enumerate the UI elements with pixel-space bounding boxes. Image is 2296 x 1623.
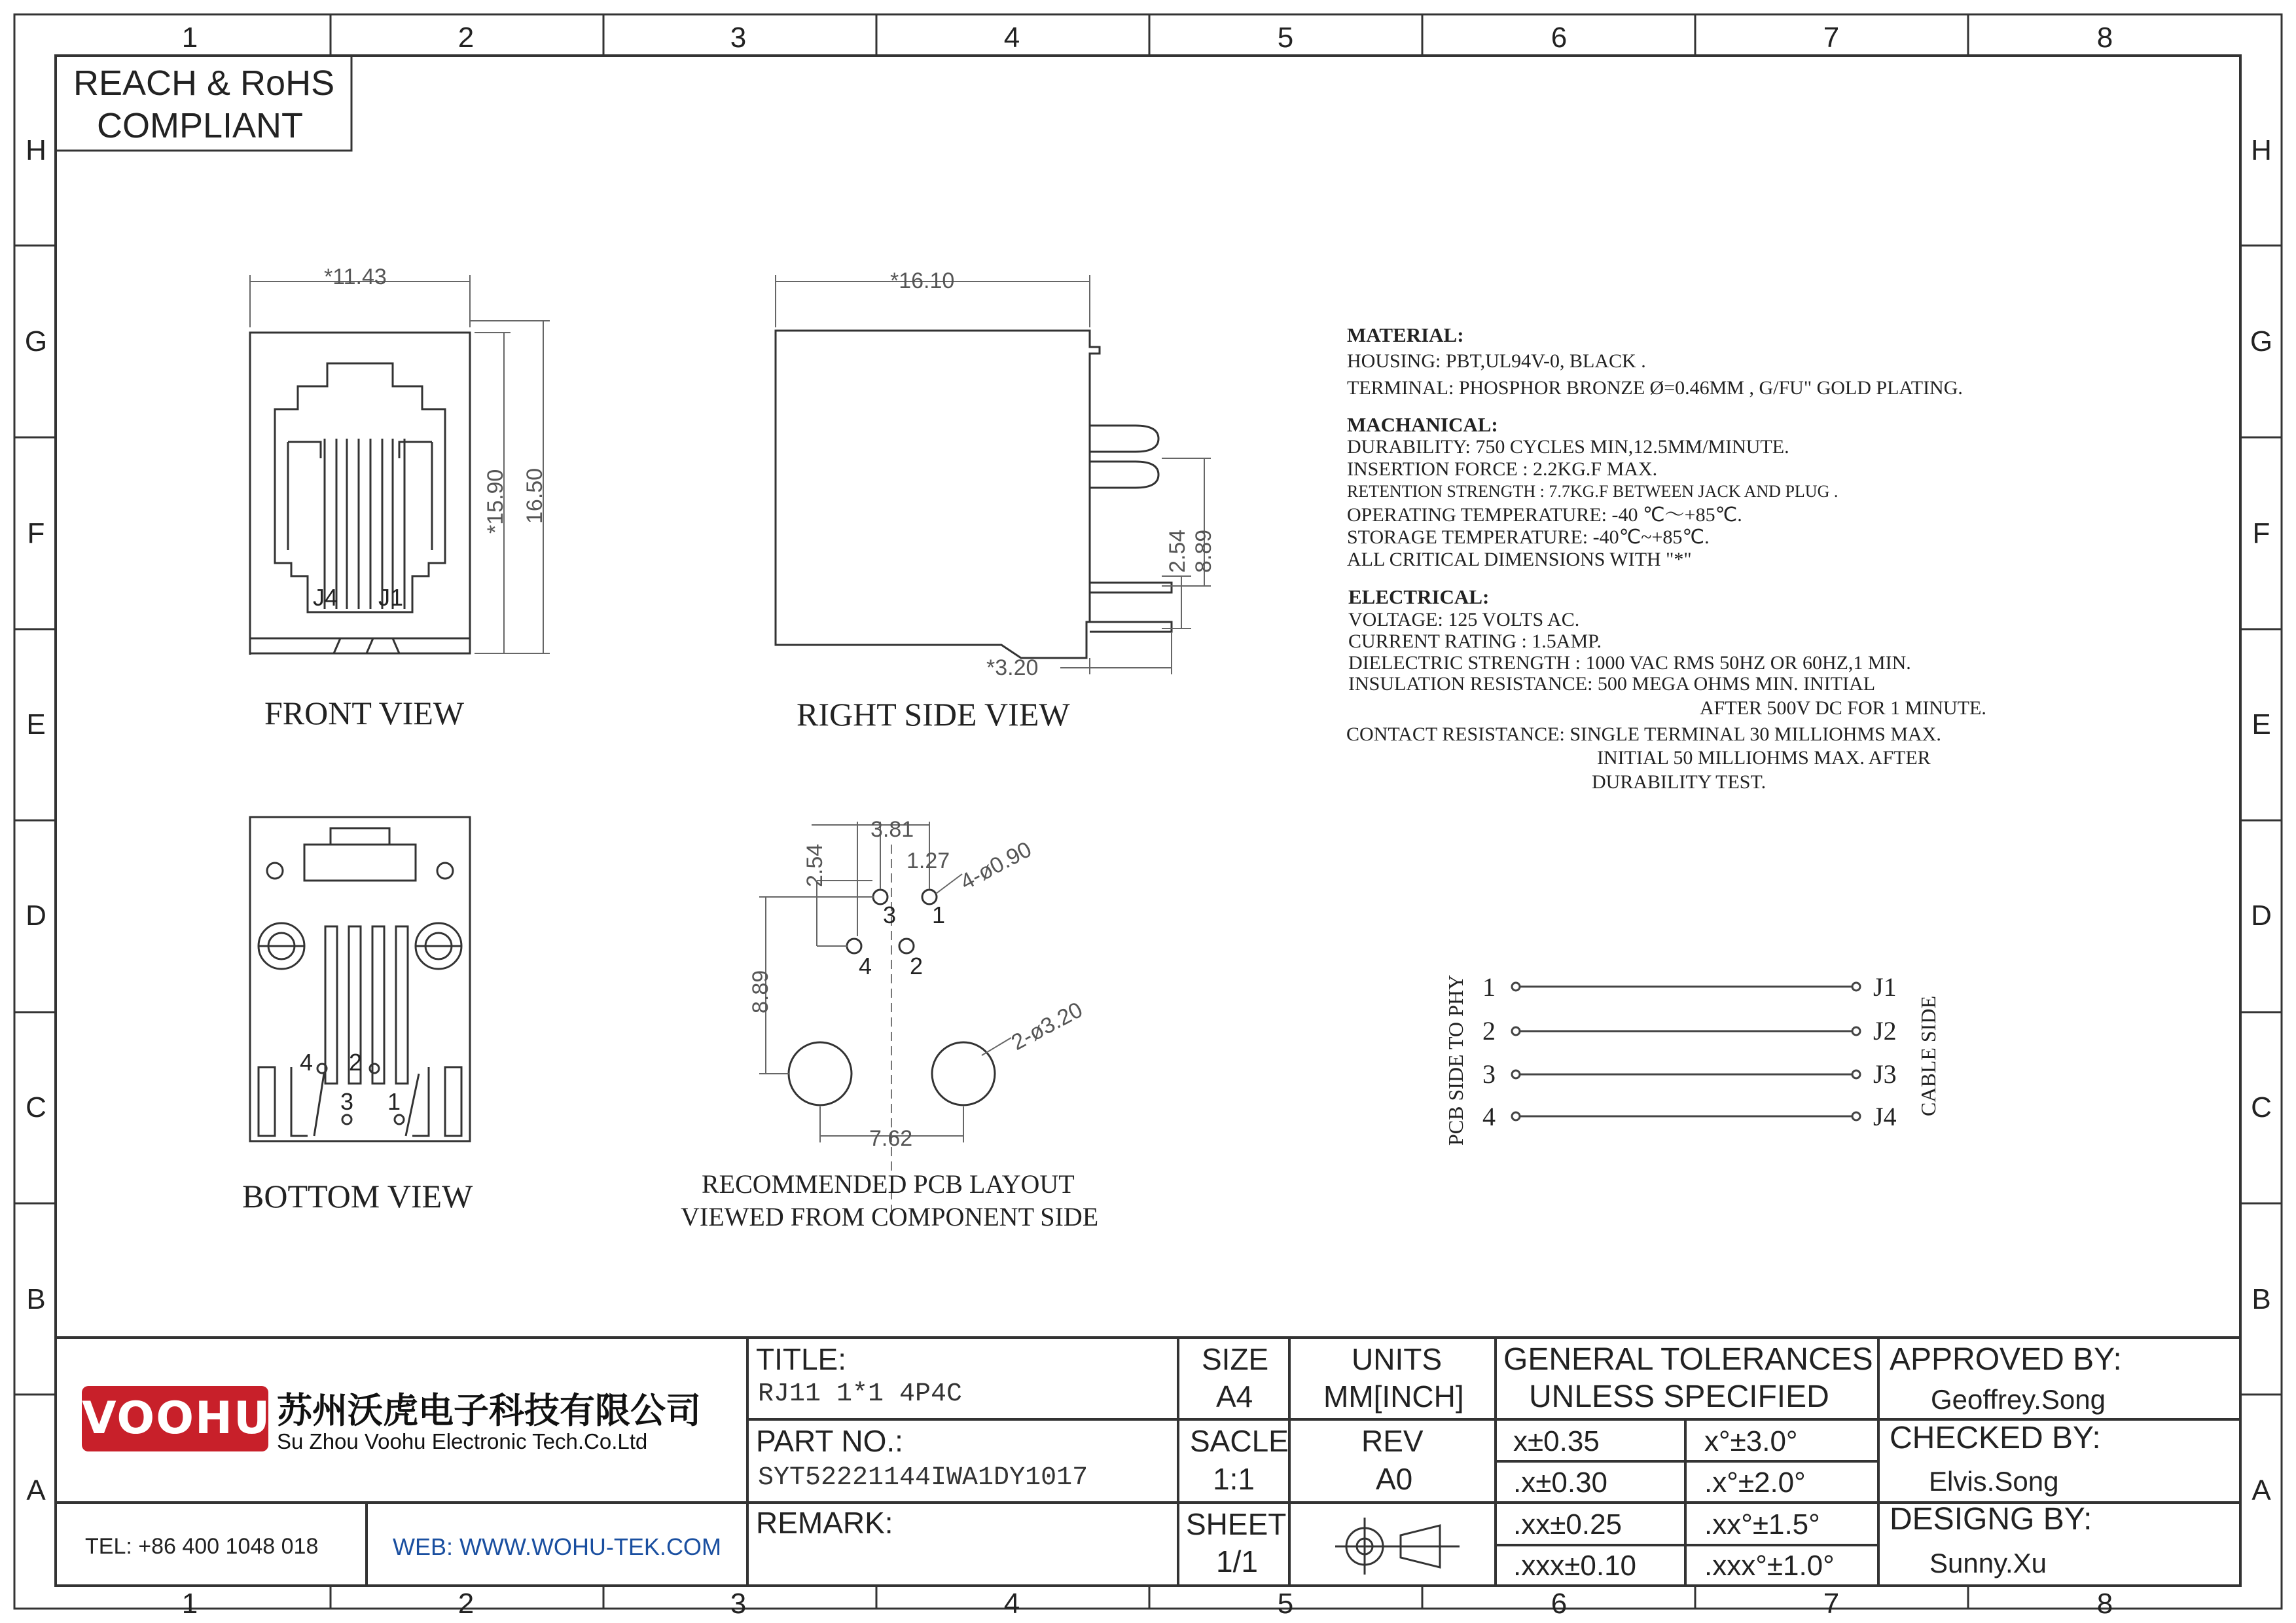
front-dim-height-inner: *15.90 xyxy=(483,469,508,534)
part-no-label: PART NO.: xyxy=(756,1424,903,1458)
zone-row-a-right: A xyxy=(2251,1474,2271,1506)
sheet-label: SHEET xyxy=(1186,1507,1287,1541)
zone-col-5: 5 xyxy=(1277,22,1294,54)
pcb-layout-title-line-2: VIEWED FROM COMPONENT SIDE xyxy=(681,1202,1099,1231)
zone-row-e-right: E xyxy=(2251,708,2271,740)
pcb-pin-3: 3 xyxy=(883,902,897,928)
company-web-link[interactable]: WEB: WWW.WOHU-TEK.COM xyxy=(393,1533,721,1560)
spec-mechanical-line: ALL CRITICAL DIMENSIONS WITH "*" xyxy=(1347,549,1692,570)
spec-mechanical-line: STORAGE TEMPERATURE: -40℃~+85℃. xyxy=(1347,526,1710,548)
approved-value: Geoffrey.Song xyxy=(1931,1384,2106,1415)
approved-label: APPROVED BY: xyxy=(1890,1342,2122,1377)
pcb-pin-2: 2 xyxy=(910,953,924,979)
projection-symbol-icon xyxy=(1335,1518,1460,1575)
bottom-pin-1: 1 xyxy=(387,1088,401,1115)
wiring-pin-right: J4 xyxy=(1873,1102,1897,1131)
spec-material-line: TERMINAL: PHOSPHOR BRONZE Ø=0.46MM , G/FU" GOLD PLATING. xyxy=(1347,377,1963,399)
wiring-left-label: PCB SIDE TO PHY xyxy=(1444,974,1467,1146)
tolerance-angular: .x°±2.0° xyxy=(1704,1467,1806,1499)
zone-row-g-right: G xyxy=(2250,325,2273,357)
tolerance-angular: x°±3.0° xyxy=(1704,1425,1798,1457)
pcb-hole-large: 2-ø3.20 xyxy=(1007,997,1087,1055)
spec-mechanical-line: INSERTION FORCE : 2.2KG.F MAX. xyxy=(1347,458,1658,480)
wiring-pin-left: 4 xyxy=(1482,1102,1496,1131)
spec-electrical-heading: ELECTRICAL: xyxy=(1348,585,1490,608)
company-logo xyxy=(82,1386,272,1451)
tolerance-angular: .xxx°±1.0° xyxy=(1704,1550,1835,1582)
designed-label: DESIGNG BY: xyxy=(1890,1502,2092,1537)
wiring-pin-left: 1 xyxy=(1482,972,1496,1002)
zone-col-2-bottom: 2 xyxy=(457,1588,475,1620)
right-dim-pin-pitch: 2.54 xyxy=(1165,529,1190,573)
wiring-pin-left: 2 xyxy=(1482,1016,1496,1046)
size-value: A4 xyxy=(1216,1379,1253,1413)
zone-row-c-right: C xyxy=(2251,1091,2272,1123)
scale-label: SACLE xyxy=(1190,1424,1289,1458)
tolerance-linear: .xxx±0.10 xyxy=(1513,1550,1637,1582)
spec-electrical-line: VOLTAGE: 125 VOLTS AC. xyxy=(1348,609,1580,630)
spec-electrical-line: DIELECTRIC STRENGTH : 1000 VAC RMS 50HZ OR 60HZ,1 MIN. xyxy=(1348,652,1911,674)
zone-row-g: G xyxy=(24,325,48,357)
part-no-value: SYT52221144IWA1DY1017 xyxy=(758,1463,1088,1493)
wiring-pin-right: J1 xyxy=(1873,972,1897,1002)
zone-col-6-bottom: 6 xyxy=(1551,1588,1568,1620)
bottom-pin-2: 2 xyxy=(349,1049,363,1076)
rev-value: A0 xyxy=(1376,1462,1413,1496)
pcb-pin-1: 1 xyxy=(932,902,946,928)
right-side-view-title: RIGHT SIDE VIEW xyxy=(797,696,1070,733)
front-dim-height-outer: 16.50 xyxy=(522,467,547,524)
zone-col-8-bottom: 8 xyxy=(2096,1588,2113,1620)
front-label-j4: J4 xyxy=(313,584,338,611)
pcb-dim-889: 8.89 xyxy=(748,970,773,1013)
zone-col-3: 3 xyxy=(730,22,747,54)
pcb-hole-small: 4-ø0.90 xyxy=(956,837,1036,895)
remark-label: REMARK: xyxy=(756,1506,893,1540)
spec-mechanical-line: DURABILITY: 750 CYCLES MIN,12.5MM/MINUTE. xyxy=(1347,436,1789,458)
wiring-pin-left: 3 xyxy=(1482,1059,1496,1089)
company-name-cn: 苏州沃虎电子科技有限公司 xyxy=(277,1391,701,1431)
zone-col-8: 8 xyxy=(2096,22,2113,54)
spec-electrical-line: AFTER 500V DC FOR 1 MINUTE. xyxy=(1700,697,1986,719)
pcb-dim-254: 2.54 xyxy=(802,843,827,887)
rev-label: REV xyxy=(1361,1424,1424,1458)
zone-col-7-bottom: 7 xyxy=(1823,1588,1840,1620)
bottom-pin-4: 4 xyxy=(300,1049,314,1076)
zone-row-h: H xyxy=(26,134,46,166)
zone-col-7: 7 xyxy=(1823,22,1840,54)
spec-mechanical-heading: MACHANICAL: xyxy=(1347,413,1498,436)
spec-mechanical-line: RETENTION STRENGTH : 7.7KG.F BETWEEN JACK AND PLUG . xyxy=(1347,482,1839,501)
tolerance-linear: x±0.35 xyxy=(1513,1425,1600,1457)
zone-col-5-bottom: 5 xyxy=(1277,1588,1294,1620)
tolerance-title-1: GENERAL TOLERANCES xyxy=(1503,1342,1873,1377)
zone-row-h-right: H xyxy=(2251,134,2272,166)
wiring-right-label: CABLE SIDE xyxy=(1916,996,1940,1116)
spec-electrical-line: DURABILITY TEST. xyxy=(1592,771,1767,793)
tolerance-angular: .xx°±1.5° xyxy=(1704,1508,1820,1541)
pcb-dim-127: 1.27 xyxy=(906,848,950,873)
compliance-line-2: COMPLIANT xyxy=(97,106,304,145)
zone-row-f-right: F xyxy=(2252,517,2270,549)
zone-col-6: 6 xyxy=(1551,22,1568,54)
sheet-value: 1/1 xyxy=(1216,1544,1258,1578)
spec-electrical-line: INITIAL 50 MILLIOHMS MAX. AFTER xyxy=(1597,747,1931,769)
bottom-pin-3: 3 xyxy=(340,1088,354,1115)
spec-material-heading: MATERIAL: xyxy=(1347,323,1464,346)
zone-row-e: E xyxy=(26,708,46,740)
checked-value: Elvis.Song xyxy=(1929,1466,2059,1497)
units-label: UNITS xyxy=(1352,1342,1442,1376)
spec-mechanical-line: OPERATING TEMPERATURE: -40 ℃～+85℃. xyxy=(1347,504,1742,526)
wiring-diagram xyxy=(1512,983,1860,1120)
tolerance-title-2: UNLESS SPECIFIED xyxy=(1529,1379,1829,1414)
zone-col-4-bottom: 4 xyxy=(1003,1588,1020,1620)
front-view-title: FRONT VIEW xyxy=(264,695,465,731)
pcb-dim-762: 7.62 xyxy=(869,1126,913,1151)
bottom-view-title: BOTTOM VIEW xyxy=(242,1178,473,1214)
front-label-j1: J1 xyxy=(378,584,404,611)
right-side-drawing xyxy=(776,275,1211,674)
front-dim-width: *11.43 xyxy=(324,264,387,289)
zone-col-1-bottom: 1 xyxy=(181,1588,198,1620)
spec-electrical-line: INSULATION RESISTANCE: 500 MEGA OHMS MIN. INITIAL xyxy=(1348,673,1876,695)
right-dim-pin-span: 8.89 xyxy=(1191,529,1216,573)
zone-row-d: D xyxy=(26,900,46,932)
zone-row-d-right: D xyxy=(2251,900,2272,932)
title-label: TITLE: xyxy=(756,1342,847,1376)
company-name-en: Su Zhou Voohu Electronic Tech.Co.Ltd xyxy=(277,1429,648,1453)
right-dim-length: *16.10 xyxy=(890,268,955,293)
zone-row-b-right: B xyxy=(2251,1283,2271,1315)
spec-material-line: HOUSING: PBT,UL94V-0, BLACK . xyxy=(1347,350,1646,372)
tolerance-linear: .x±0.30 xyxy=(1513,1467,1608,1499)
zone-col-4: 4 xyxy=(1003,22,1020,54)
pcb-layout-title-line-1: RECOMMENDED PCB LAYOUT xyxy=(702,1169,1075,1199)
wiring-pin-right: J3 xyxy=(1873,1059,1897,1089)
bottom-view-drawing xyxy=(250,817,470,1141)
title-value: RJ11 1*1 4P4C xyxy=(758,1379,963,1409)
right-dim-pin-length: *3.20 xyxy=(986,655,1039,680)
zone-row-f: F xyxy=(27,517,45,549)
size-label: SIZE xyxy=(1202,1342,1269,1376)
units-value: MM[INCH] xyxy=(1323,1379,1464,1413)
tolerance-linear: .xx±0.25 xyxy=(1513,1508,1623,1541)
zone-col-1: 1 xyxy=(181,22,198,54)
company-logo-text: VOOHU xyxy=(82,1393,272,1444)
zone-col-3-bottom: 3 xyxy=(730,1588,747,1620)
compliance-line-1: REACH & RoHS xyxy=(73,64,335,103)
wiring-pin-right: J2 xyxy=(1873,1016,1897,1046)
checked-label: CHECKED BY: xyxy=(1890,1421,2101,1455)
zone-row-b: B xyxy=(26,1283,46,1315)
spec-electrical-line: CONTACT RESISTANCE: SINGLE TERMINAL 30 MILLIOHMS MAX. xyxy=(1346,723,1941,745)
scale-value: 1:1 xyxy=(1213,1462,1255,1496)
zone-row-a: A xyxy=(26,1474,46,1506)
company-tel: TEL: +86 400 1048 018 xyxy=(85,1534,319,1559)
pcb-dim-381: 3.81 xyxy=(870,817,914,842)
zone-col-2: 2 xyxy=(457,22,475,54)
spec-electrical-line: CURRENT RATING : 1.5AMP. xyxy=(1348,630,1602,652)
pcb-pin-4: 4 xyxy=(859,953,872,979)
designed-value: Sunny.Xu xyxy=(1929,1548,2047,1578)
zone-row-c: C xyxy=(26,1091,46,1123)
